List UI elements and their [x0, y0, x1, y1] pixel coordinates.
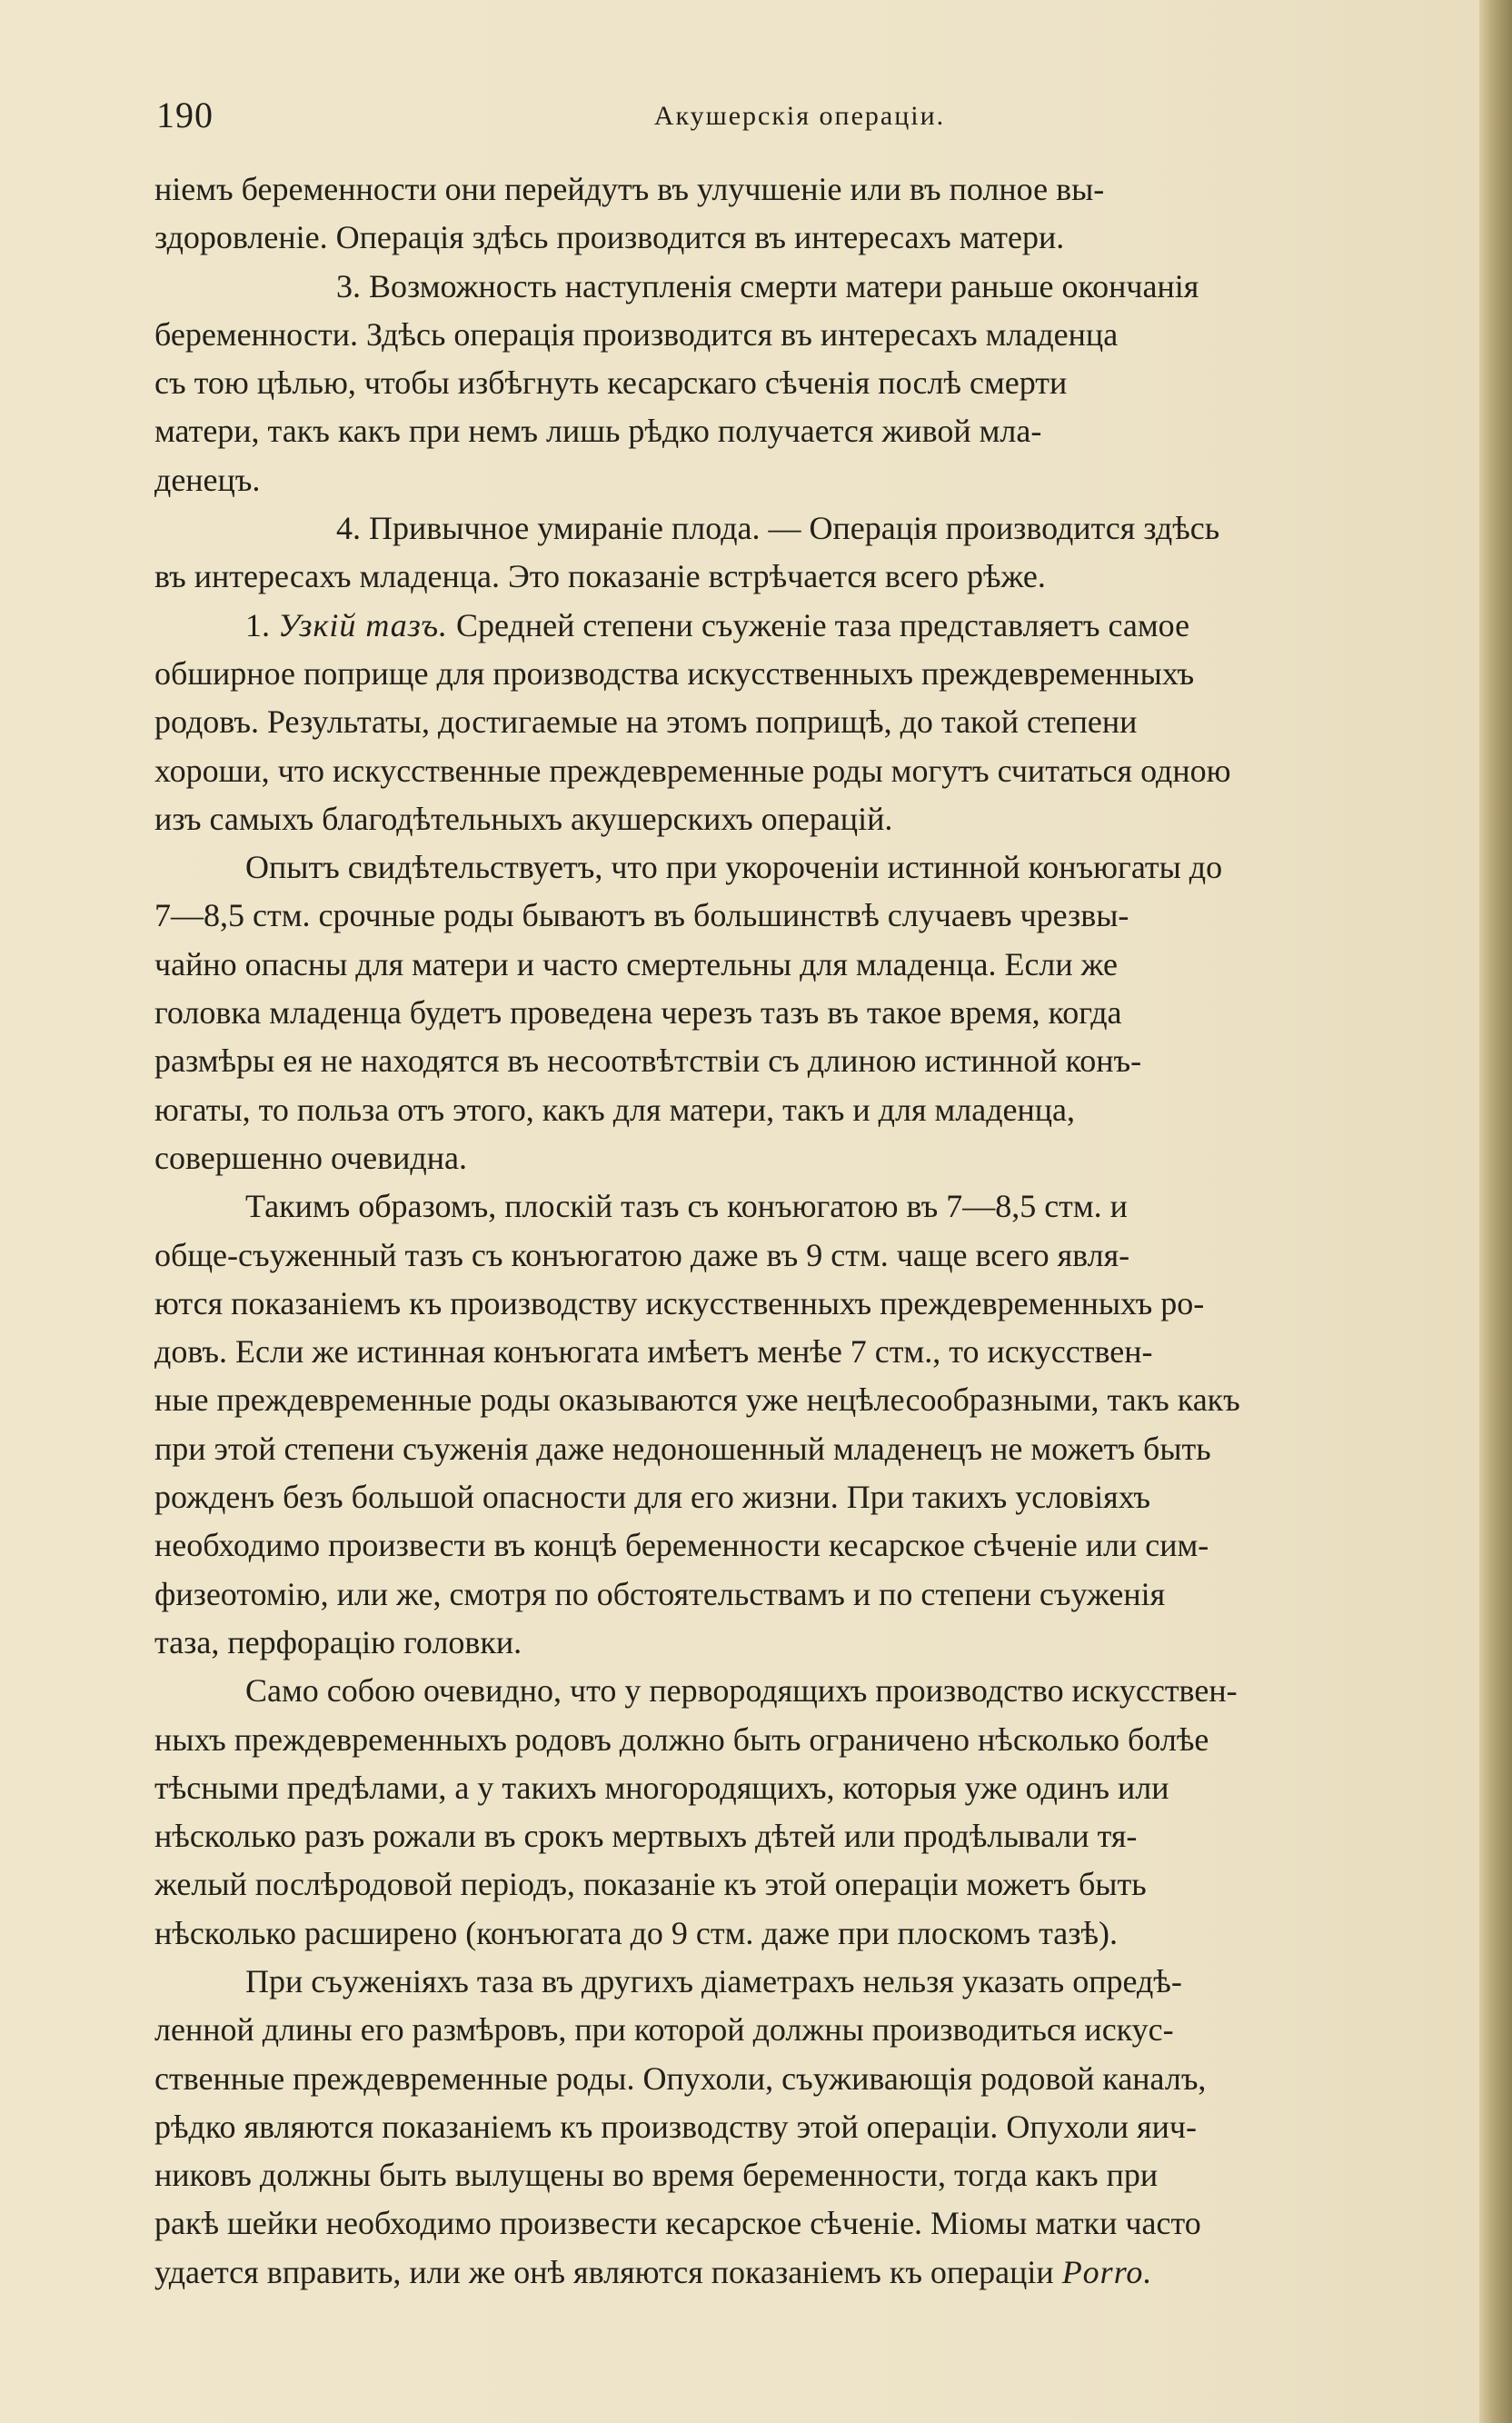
italic-term: Узкій тазъ.: [278, 606, 449, 643]
text-line: ственные преждевременные роды. Опухоли, съуживающія родовой каналъ,: [154, 2059, 1207, 2097]
text-line: съ тою цѣлью, чтобы избѣгнуть кесарскаго сѣченія послѣ смерти: [154, 364, 1068, 402]
page-header: [154, 93, 1445, 138]
text-line: матери, такъ какъ при немъ лишь рѣдко получается живой мла-: [154, 413, 1042, 450]
text-line: размѣры ея не находятся въ несоотвѣтствіи съ длиною истинной конъ-: [154, 1042, 1142, 1080]
text-line: необходимо произвести въ концѣ беременности кесарское сѣченіе или сим-: [154, 1527, 1209, 1564]
text-line: ракѣ шейки необходимо произвести кесарское сѣченіе. Міомы матки часто: [154, 2205, 1201, 2242]
text-line-italic-ending: удается вправить, или же онѣ являются показаніемъ къ операціи Porro.: [154, 2253, 1153, 2290]
body-text: [154, 165, 1445, 2297]
text-line: ются показаніемъ къ производству искусственныхъ преждевременныхъ ро-: [154, 1284, 1205, 1321]
text-line: рожденъ безъ большой опасности для его жизни. При такихъ условіяхъ: [154, 1479, 1150, 1516]
text-line: изъ самыхъ благодѣтельныхъ акушерскихъ операцій.: [154, 800, 893, 837]
text-line: 3. Возможность наступленія смерти матери раньше окончанія: [336, 267, 1199, 304]
text-line: 7—8,5 стм. срочные роды бываютъ въ большинствѣ случаевъ чрезвы-: [154, 897, 1129, 934]
text-line: въ интересахъ младенца. Это показаніе встрѣчается всего рѣже.: [154, 558, 1046, 595]
text-line: довъ. Если же истинная конъюгата имѣетъ менѣе 7 стм., то искусствен-: [154, 1333, 1153, 1371]
text-line: при этой степени съуженія даже недоношенный младенецъ не можетъ быть: [154, 1430, 1211, 1467]
text-line: денецъ.: [154, 461, 261, 498]
text-line: таза, перфорацію головки.: [154, 1623, 522, 1660]
text-line: нѣсколько разъ рожали въ срокъ мертвыхъ дѣтей или продѣлывали тя-: [154, 1818, 1138, 1855]
text-line: совершенно очевидна.: [154, 1139, 467, 1176]
page-number: 190: [156, 95, 214, 135]
text-line: ные преждевременные роды оказываются уже нецѣлесообразными, такъ какъ: [154, 1381, 1240, 1419]
text-line: желый послѣродовой періодъ, показаніе къ этой операціи можетъ быть: [154, 1866, 1147, 1903]
italic-term: Porro.: [1061, 2253, 1153, 2290]
text-line: Само собою очевидно, что у первородящихъ производство искусствен-: [245, 1672, 1238, 1710]
page-spine-edge: [1479, 0, 1512, 2423]
text-line: хороши, что искусственные преждевременные роды могутъ считаться одною: [154, 752, 1231, 789]
text-line: ленной длины его размѣровъ, при которой должны производиться искус-: [154, 2011, 1174, 2049]
text-line: тѣсными предѣлами, а у такихъ многородящихъ, которыя уже одинъ или: [154, 1769, 1169, 1806]
text-line: обширное поприще для производства искусственныхъ преждевременныхъ: [154, 654, 1195, 692]
text-line: Такимъ образомъ, плоскій тазъ съ конъюгатою въ 7—8,5 стм. и: [245, 1188, 1128, 1225]
text-line: ніемъ беременности они перейдутъ въ улучшеніе или въ полное вы-: [154, 171, 1105, 207]
text-line: физеотомію, или же, смотря по обстоятельствамъ и по степени съуженія: [154, 1575, 1166, 1612]
text-line: обще-съуженный тазъ съ конъюгатою даже въ 9 стм. чаще всего явля-: [154, 1236, 1130, 1273]
text-line-italic-heading: 1. Узкій тазъ. Средней степени съуженіе таза представляетъ самое: [245, 606, 1190, 643]
text-line: 4. Привычное умираніе плода. — Операція производится здѣсь: [336, 510, 1220, 547]
text-line: При съуженіяхъ таза въ другихъ діаметрахъ нельзя указать опредѣ-: [245, 1962, 1182, 1999]
text-line: югаты, то польза отъ этого, какъ для матери, такъ и для младенца,: [154, 1091, 1076, 1128]
text-line: здоровленіе. Операція здѣсь производится въ интересахъ матери.: [154, 219, 1065, 256]
text-line: ныхъ преждевременныхъ родовъ должно быть ограничено нѣсколько болѣе: [154, 1720, 1209, 1758]
text-line: рѣдко являются показаніемъ къ производству этой операціи. Опухоли яич-: [154, 2108, 1197, 2145]
text-line: Опытъ свидѣтельствуетъ, что при укороченіи истинной конъюгаты до: [245, 849, 1223, 886]
text-line: беременности. Здѣсь операція производится въ интересахъ младенца: [154, 315, 1119, 353]
text-line: родовъ. Результаты, достигаемые на этомъ поприщѣ, до такой степени: [154, 703, 1138, 741]
text-line: никовъ должны быть вылущены во время беременности, тогда какъ при: [154, 2157, 1159, 2194]
text-line: нѣсколько расширено (конъюгата до 9 стм. даже при плоскомъ тазѣ).: [154, 1914, 1118, 1951]
text-line: чайно опасны для матери и часто смертельны для младенца. Если же: [154, 945, 1119, 982]
running-head: Акушерскія операціи.: [653, 101, 946, 131]
text-line: головка младенца будетъ проведена черезъ тазъ въ такое время, когда: [154, 994, 1122, 1032]
